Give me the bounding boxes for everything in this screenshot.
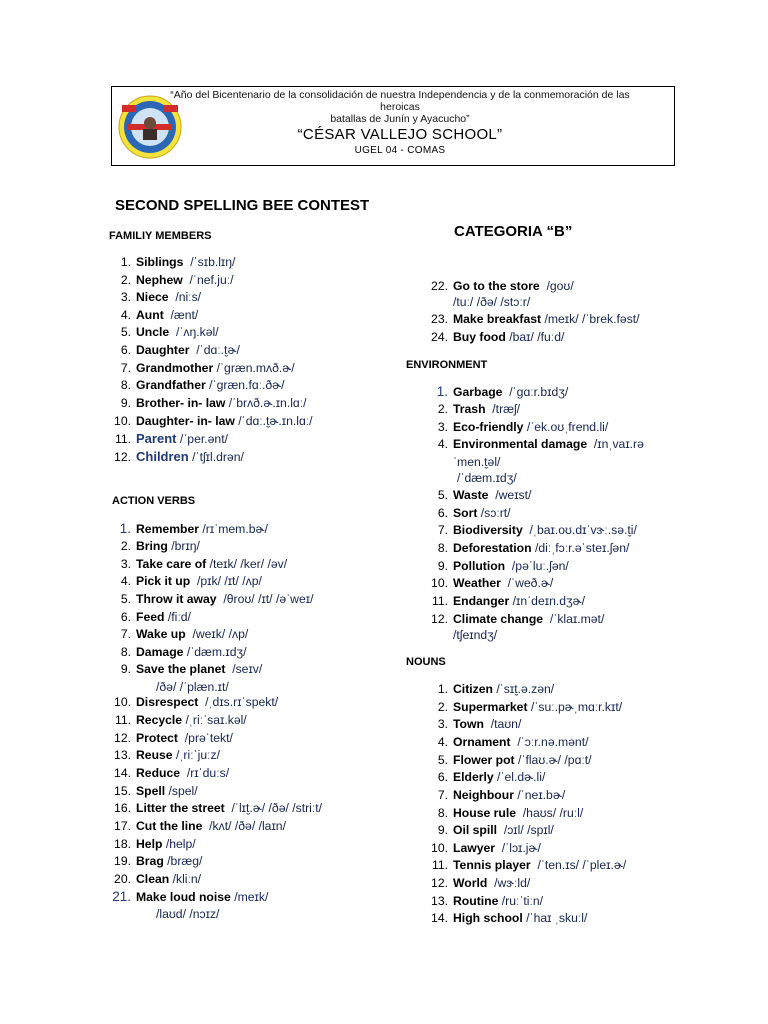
list-item: 2. Trash /træʃ/ (437, 402, 521, 416)
list-item: 15. Spell /spel/ (114, 784, 198, 798)
list-item: 17. Cut the line /kʌt/ /ðə/ /laɪn/ (114, 819, 286, 833)
contest-title: SECOND SPELLING BEE CONTEST (115, 197, 370, 214)
list-item: 7. Wake up /weɪk/ /ʌp/ (120, 627, 249, 641)
list-item: 1. Siblings /ˈsɪb.lɪŋ/ (120, 255, 236, 269)
list-item: 13. Routine /ruːˈtiːn/ (431, 894, 544, 908)
list-item: 8. Deforestation /diːˌfɔːr.əˈsteɪ.ʃən/ (437, 541, 630, 555)
list-item: 13. Reuse /ˌriːˈjuːz/ (114, 748, 220, 762)
list-item-continuation: ˈmen.t̬əl/ (453, 455, 501, 469)
list-item: 9. Brother- in- law /ˈbrʌð.ɚ.ɪn.lɑː/ (120, 396, 307, 410)
list-item: 10. Weather /ˈweð.ɚ/ (431, 576, 554, 590)
list-item: 3. Town /taʊn/ (437, 717, 522, 731)
list-item-continuation: /tʃeɪndʒ/ (453, 628, 498, 642)
list-item-continuation: /laʊd/ /nɔɪz/ (156, 907, 220, 921)
list-item: 1. Garbage /ˈɡɑːr.bɪdʒ/ (436, 384, 569, 399)
list-item-continuation: /ðə/ /ˈplæn.ɪt/ (156, 680, 229, 694)
list-item: 12. Protect /prəˈtekt/ (114, 731, 233, 745)
list-item: 1. Citizen /ˈsɪt̬.ə.zən/ (437, 682, 555, 696)
list-item: 2. Bring /brɪŋ/ (120, 539, 200, 553)
list-item: 3. Niece /niːs/ (120, 290, 202, 304)
list-item: 11. Parent /ˈper.ənt/ (114, 431, 228, 446)
list-item: 2. Nephew /ˈnef.juː/ (120, 273, 234, 287)
list-item: 5. Uncle /ˈʌŋ.kəl/ (120, 325, 219, 339)
list-item: 9. Pollution /pəˈluː.ʃən/ (437, 559, 569, 573)
list-item: 2. Supermarket /ˈsuː.pɚˌmɑːr.kɪt/ (437, 700, 623, 714)
list-item: 24. Buy food /baɪ/ /fuːd/ (431, 330, 565, 344)
list-item: 21. Make loud noise /meɪk/ (112, 889, 269, 904)
list-item: 9. Save the planet /seɪv/ (120, 662, 263, 676)
list-item: 4. Environmental damage /ɪnˌvaɪ.rə (437, 437, 644, 451)
list-item: 9. Oil spill /ɔɪl/ /spɪl/ (437, 823, 554, 837)
list-item: 5. Throw it away /θroʊ/ /ɪt/ /əˈweɪ/ (120, 592, 314, 606)
header-motto (130, 89, 670, 125)
list-item: 4. Ornament /ˈɔːr.nə.mənt/ (437, 735, 589, 749)
list-item: 5. Flower pot /ˈflaʊ.ɚ/ /pɑːt/ (437, 753, 592, 767)
list-item: 6. Elderly /ˈel.dɚ.li/ (437, 770, 546, 784)
list-item: 6. Daughter /ˈdɑː.t̬ɚ/ (120, 343, 240, 357)
nouns-heading: NOUNS (406, 656, 446, 668)
list-item: 11. Endanger /ɪnˈdeɪn.dʒɚ/ (431, 594, 586, 608)
motto-line-3: batallas de Junín y Ayacucho” (330, 113, 470, 125)
environment-heading: ENVIRONMENT (406, 359, 488, 371)
school-name: “CÉSAR VALLEJO SCHOOL” (297, 126, 503, 143)
list-item: 10. Lawyer /ˈlɔɪ.jɚ/ (431, 841, 541, 855)
list-item: 6. Sort /sɔːrt/ (437, 506, 511, 520)
list-item: 18. Help /help/ (114, 837, 196, 851)
list-item: 12. Children /ˈtʃɪl.drən/ (114, 449, 244, 464)
list-item: 8. House rule /haʊs/ /ruːl/ (437, 806, 584, 820)
list-item: 20. Clean /kliːn/ (114, 872, 202, 886)
ugel-label: UGEL 04 - COMAS (354, 145, 446, 156)
list-item: 23. Make breakfast /meɪk/ /ˈbrek.fəst/ (431, 312, 640, 326)
list-item: 7. Neighbour /ˈneɪ.bɚ/ (437, 788, 566, 802)
list-item: 8. Grandfather /ˈɡræn.fɑː.ðɚ/ (120, 378, 285, 392)
list-item: 7. Grandmother /ˈɡræn.mʌð.ɚ/ (120, 361, 295, 375)
list-item: 12. Climate change /ˈklaɪ.mət/ (431, 612, 605, 626)
list-item: 4. Pick it up /pɪk/ /ɪt/ /ʌp/ (120, 574, 262, 588)
list-item: 12. World /wɝːld/ (431, 876, 531, 890)
list-item: 5. Waste /weɪst/ (437, 488, 532, 502)
list-item: 7. Biodiversity /ˌbaɪ.oʊ.dɪˈvɝː.sə.t̬i/ (437, 523, 637, 537)
list-item: 10. Daughter- in- law /ˈdɑː.t̬ɚ.ɪn.lɑː/ (114, 414, 313, 428)
list-item: 6. Feed /fiːd/ (120, 610, 191, 624)
list-item: 14. Reduce /rɪˈduːs/ (114, 766, 230, 780)
list-item: 11. Recycle /ˌriːˈsaɪ.kəl/ (114, 713, 247, 727)
list-item: 1. Remember /rɪˈmem.bɚ/ (119, 521, 268, 536)
list-item: 16. Litter the street /ˈlɪt̬.ɚ/ /ðə/ /striːt/ (114, 801, 323, 815)
list-item: 8. Damage /ˈdæm.ɪdʒ/ (120, 645, 247, 659)
list-item: 3. Take care of /teɪk/ /ker/ /əv/ (120, 557, 288, 571)
action-verbs-heading: ACTION VERBS (112, 495, 196, 507)
category-title: CATEGORIA “B” (454, 223, 573, 240)
list-item: 4. Aunt /ænt/ (120, 308, 199, 322)
motto-line-2: heroicas (380, 101, 420, 113)
motto-line-1: “Año del Bicentenario de la consolidación de nuestra Independencia y de la conmemoración de las (170, 89, 630, 101)
list-item: 22. Go to the store /ɡoʊ/ (431, 279, 574, 293)
list-item: 10. Disrespect /ˌdɪs.rɪˈspekt/ (114, 695, 279, 709)
list-item: 14. High school /ˈhaɪ ˌskuːl/ (431, 911, 588, 925)
list-item: 11. Tennis player /ˈten.ɪs/ /ˈpleɪ.ɚ/ (431, 858, 627, 872)
list-item-continuation: /ˈdæm.ɪdʒ/ (457, 471, 517, 485)
family-heading: FAMILIY MEMBERS (109, 230, 212, 242)
list-item-continuation: /tuː/ /ðə/ /stɔːr/ (453, 295, 531, 309)
list-item: 3. Eco-friendly /ˈek.oʊˌfrend.li/ (437, 420, 609, 434)
list-item: 19. Brag /bræɡ/ (114, 854, 203, 868)
